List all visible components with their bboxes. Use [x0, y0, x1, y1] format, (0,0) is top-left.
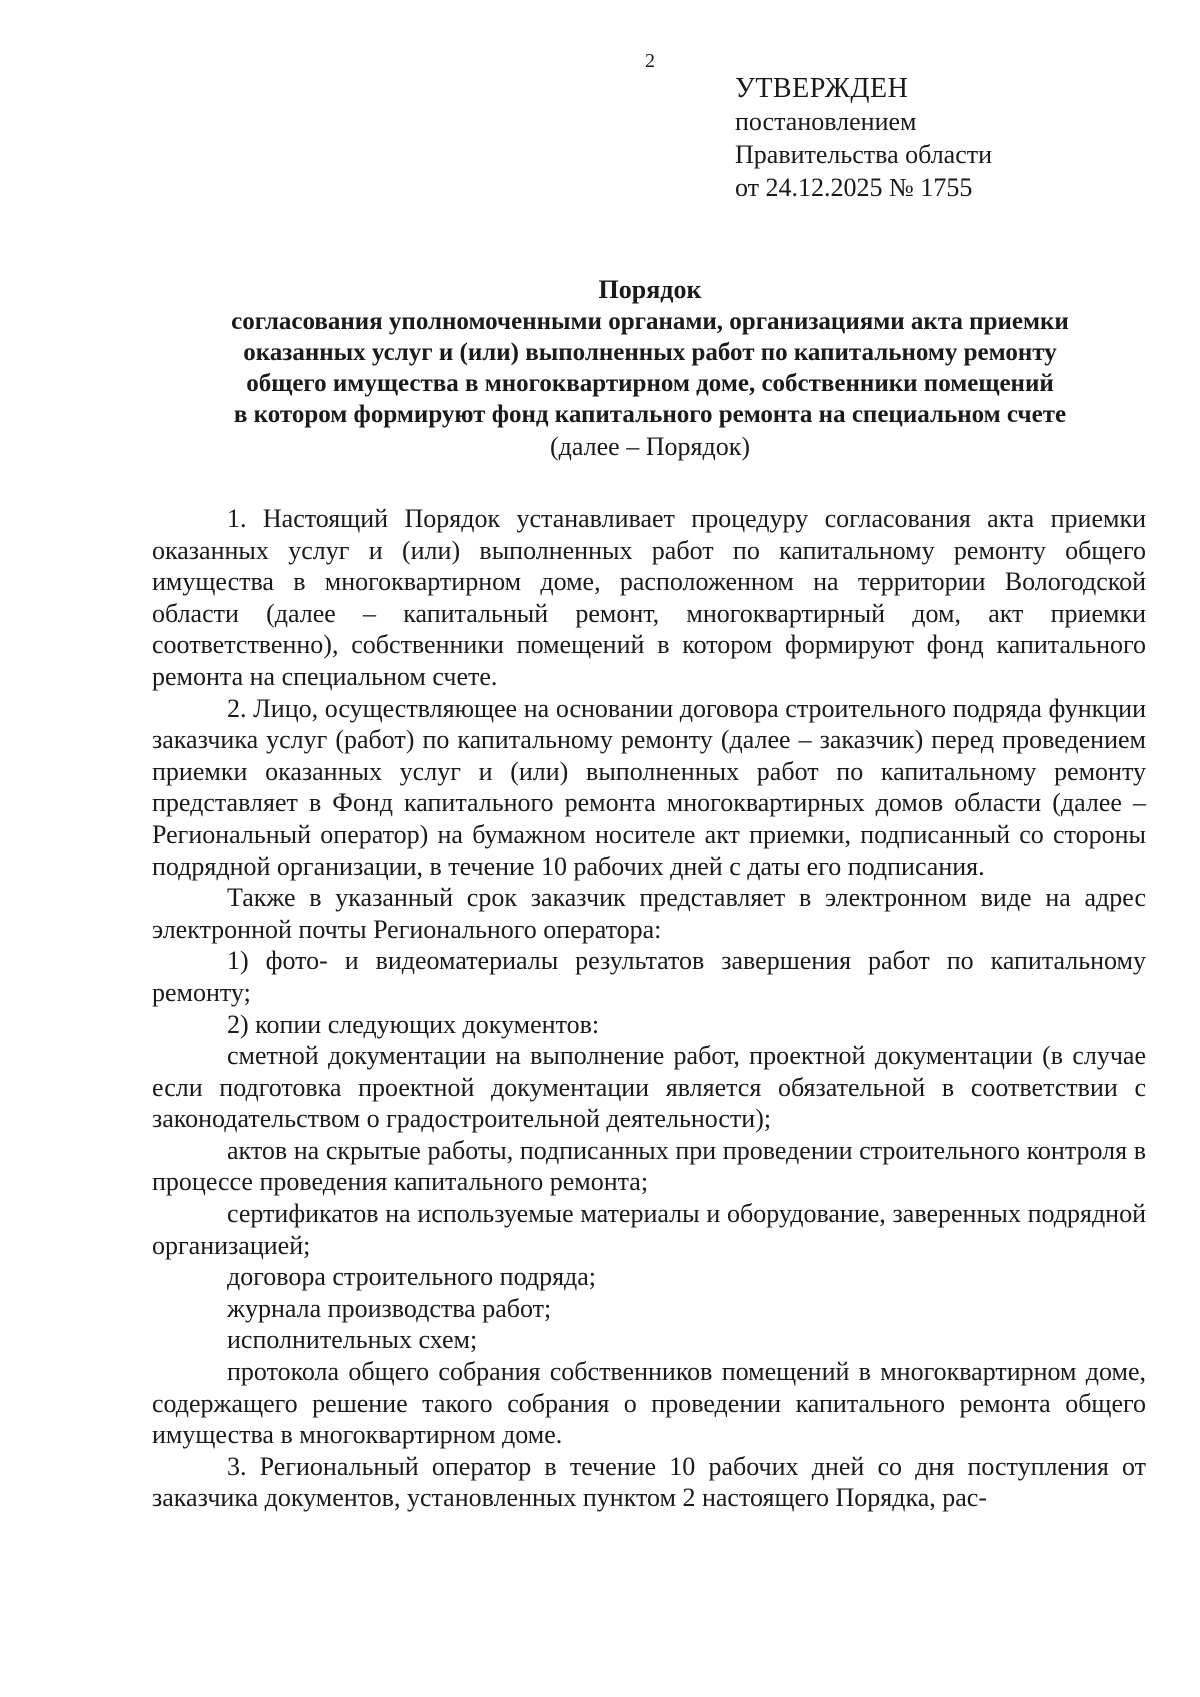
document-subtitle-line-2: оказанных услуг и (или) выполненных работ по капитальному ремонту: [243, 339, 1057, 366]
document-list-item-contract: договора строительного подряда;: [227, 1262, 597, 1292]
document-list-item-certificates: сертификатов на используемые материалы и оборудование, заверенных подрядной организацией;: [152, 1199, 1146, 1260]
document-list-item-schemes: исполнительных схем;: [227, 1325, 478, 1355]
document-title: Порядок: [598, 275, 702, 304]
document-list-item-estimate: сметной документации на выполнение работ, проектной документации (в случае если подготовка проектной документации является обязательной в соответствии с законодательством о градостроительной деятельности);: [152, 1041, 1146, 1134]
approved-label: УТВЕРЖДЕН: [735, 73, 909, 104]
document-subtitle-line-3: общего имущества в многоквартирном доме, собственники помещений: [246, 370, 1054, 397]
document-title-block: [150, 273, 1150, 464]
paragraph-2-also: Также в указанный срок заказчик представляет в электронном виде на адрес электронной почты Регионального оператора:: [152, 883, 1146, 944]
approval-stamp: [735, 72, 992, 204]
paragraph-2-item-2: 2) копии следующих документов:: [227, 1009, 600, 1039]
paragraph-1: 1. Настоящий Порядок устанавливает процедуру согласования акта приемки оказанных услуг и (или) выполненных работ по капитальному ремонту общего имущества в многоквартирном доме, расположенном на территории Вологодской области (далее – капитальный ремонт, многоквартирный дом, акт приемки соответственно), собственники помещений в котором формируют фонд капитального ремонта на специальном счете.: [152, 504, 1146, 691]
document-subtitle-line-1: согласования уполномоченными органами, организациями акта приемки: [231, 308, 1069, 335]
approval-line-2: Правительства области: [735, 140, 993, 169]
page-number: 2: [645, 50, 655, 72]
paragraph-2-item-1: 1) фото- и видеоматериалы результатов завершения работ по капитальному ремонту;: [152, 946, 1146, 1007]
paragraph-3: 3. Региональный оператор в течение 10 рабочих дней со дня поступления от заказчика документов, установленных пунктом 2 настоящего Порядка, рас-: [152, 1451, 1146, 1513]
approval-line-1: постановлением: [735, 107, 917, 136]
approval-line-3: от 24.12.2025 № 1755: [735, 173, 973, 202]
document-abbreviation: (далее – Порядок): [550, 432, 750, 461]
document-list-item-protocol: протокола общего собрания собственников помещений в многоквартирном доме, содержащего решение такого собрания о проведении капитального ремонта общего имущества в многоквартирном доме.: [152, 1357, 1146, 1450]
document-subtitle-line-4: в котором формируют фонд капитального ремонта на специальном счете: [233, 401, 1067, 428]
document-list-item-hidden-works: актов на скрытые работы, подписанных при проведении строительного контроля в процессе проведения капитального ремонта;: [152, 1135, 1146, 1197]
paragraph-2: 2. Лицо, осуществляющее на основании договора строительного подряда функции заказчика услуг (работ) по капитальному ремонту (далее – заказчик) перед проведением приемки оказанных услуг и (или) выполненных работ по капитальному ремонту представляет в Фонд капитального ремонта многоквартирных домов области (далее – Региональный оператор) на бумажном носителе акт приемки, подписанный со стороны подрядной организации, в течение 10 рабочих дней с даты его подписания.: [152, 693, 1146, 881]
document-list-item-journal: журнала производства работ;: [227, 1293, 552, 1323]
document-body: [152, 503, 1146, 1514]
